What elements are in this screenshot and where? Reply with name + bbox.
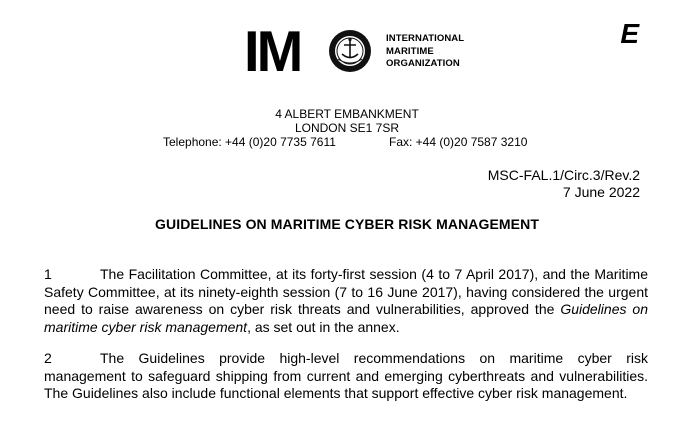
paragraph-italic: Guidelines on maritime cyber risk management [44,301,648,335]
logo-letter-i: I [244,18,257,84]
org-name-line-3: ORGANIZATION [386,58,460,69]
paragraph-number: 1 [44,266,52,282]
address-city: LONDON SE1 7SR [294,121,400,135]
organization-name [386,33,464,71]
telephone: Telephone: +44 (0)20 7735 7611 [163,135,336,149]
logo-letter-m: M [256,18,302,84]
document-date: 7 June 2022 [562,184,640,200]
document-title: GUIDELINES ON MARITIME CYBER RISK MANAGEMENT [155,216,539,232]
language-code: E [620,18,639,49]
paragraph-tail: , as set out in the annex. [247,318,400,335]
paragraph-1 [44,266,648,336]
paragraph-number: 2 [44,350,52,366]
fax: Fax: +44 (0)20 7587 3210 [389,135,528,149]
org-name-line-1: INTERNATIONAL [386,33,465,44]
paragraph-2 [44,350,648,403]
document-symbol: MSC-FAL.1/Circ.3/Rev.2 [487,167,640,183]
imo-logo [244,18,474,84]
imo-emblem-icon [328,29,372,73]
org-name-line-2: MARITIME [386,45,434,57]
paragraph-text: The Guidelines provide high-level recommendations on maritime cyber risk management to safeguard shipping from current and emerging cyberthreats and vulnerabilities. The Guidelines also include functional elements that support effective cyber risk management. [44,350,648,402]
address-street: 4 ALBERT EMBANKMENT [275,107,419,121]
paragraph-text: The Facilitation Committee, at its forty-first session (4 to 7 April 2017), and the Maritime Safety Committee, at its ninety-eighth session (7 to 16 June 2017), having considered the urgent need to raise awareness on cyber risk threats and vulnerabilities, approved the [44,266,648,318]
